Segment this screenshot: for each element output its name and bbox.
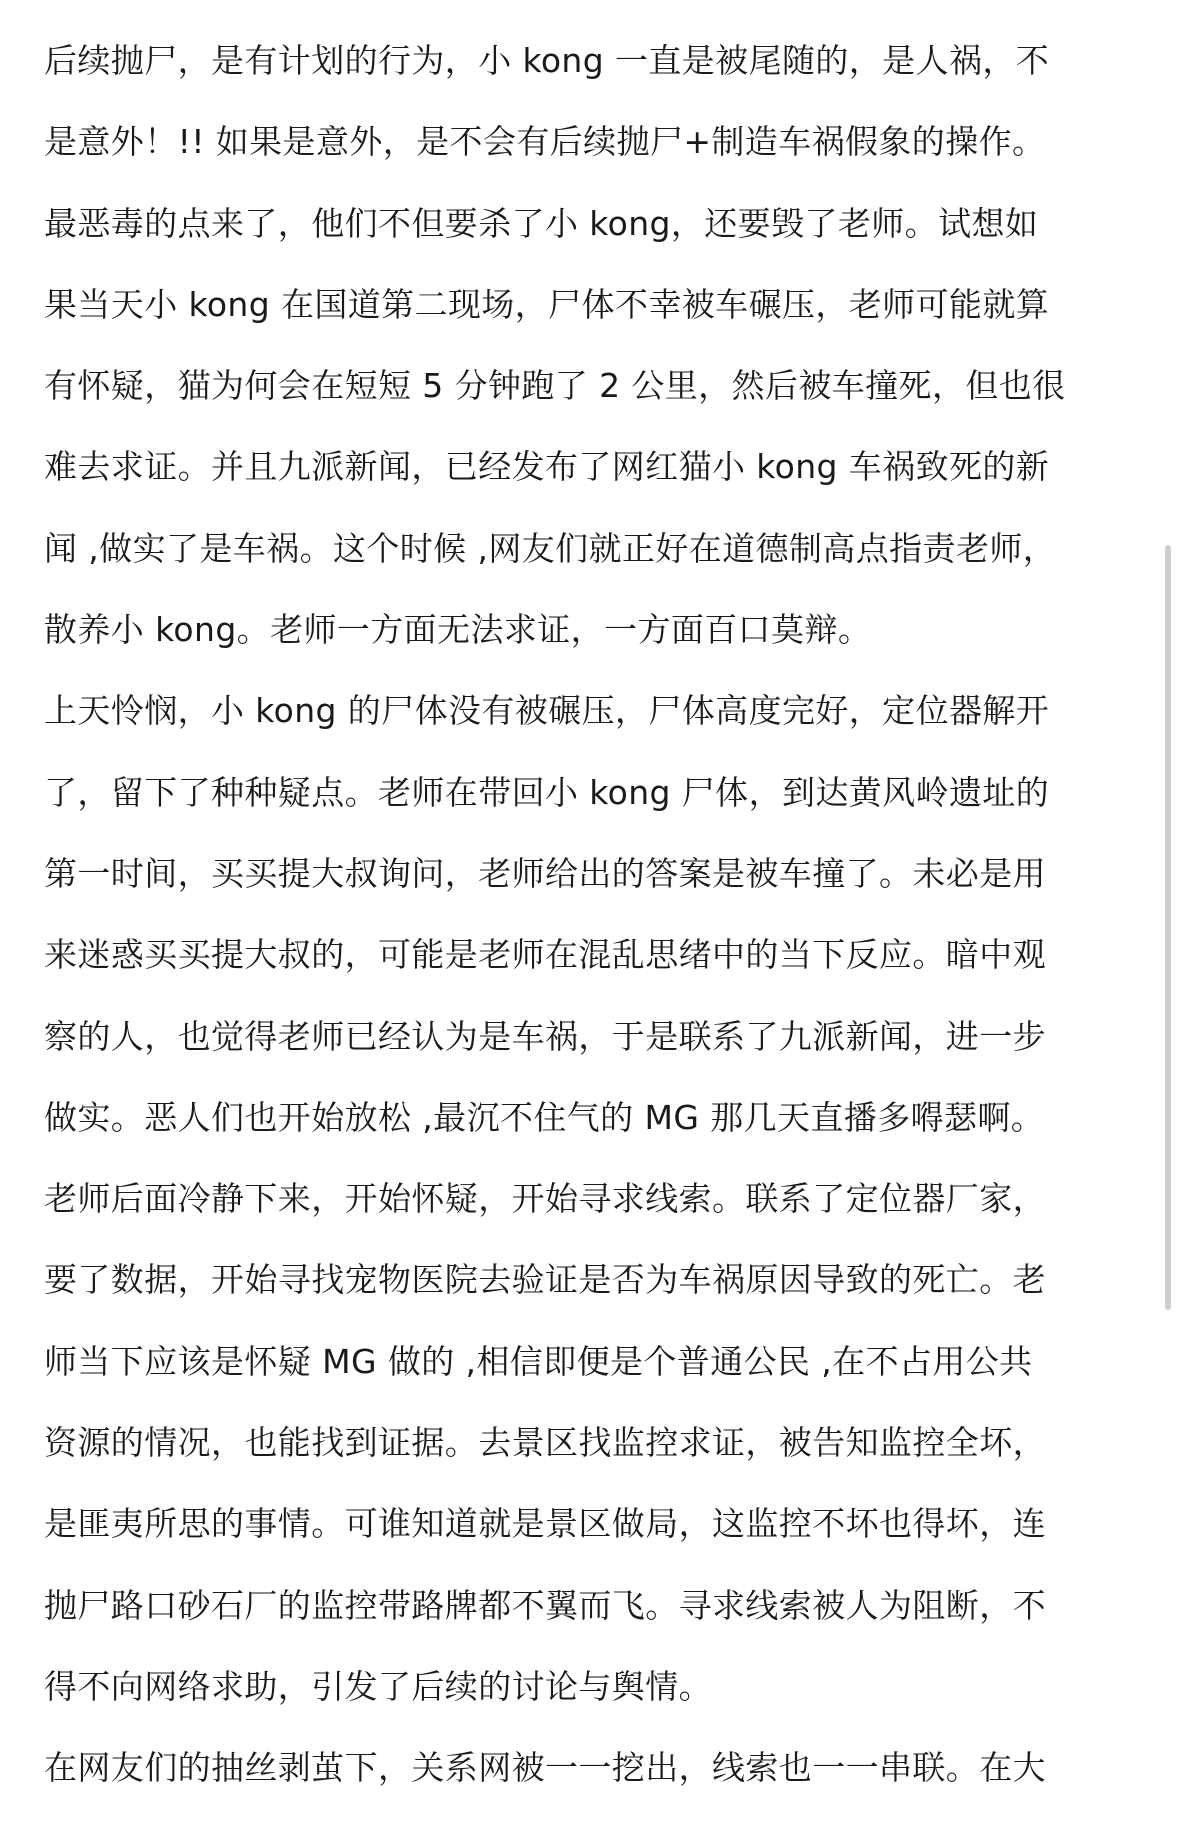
- text-line: 要了数据，开始寻找宠物医院去验证是否为车祸原因导致的死亡。老: [44, 1260, 1046, 1300]
- paragraph-4: [44, 1158, 1139, 1727]
- text-line: 闻 ,做实了是车祸。这个时候 ,网友们就正好在道德制高点指责老师，: [44, 528, 1057, 568]
- text-line: 果当天小 kong 在国道第二现场，尸体不幸被车碾压，老师可能就算: [44, 284, 1050, 324]
- text-line: 难去求证。并且九派新闻，已经发布了网红猫小 kong 车祸致死的新: [44, 447, 1050, 487]
- text-line: 后续抛尸，是有计划的行为，小 kong 一直是被尾随的，是人祸，不: [44, 41, 1050, 80]
- text-line: 来迷惑买买提大叔的，可能是老师在混乱思绪中的当下反应。暗中观: [44, 935, 1046, 975]
- paragraph-2: [44, 183, 1139, 671]
- paragraph-3: [44, 670, 1139, 1158]
- text-line: 察的人，也觉得老师已经认为是车祸，于是联系了九派新闻，进一步: [44, 1016, 1046, 1056]
- text-line: 了，留下了种种疑点。老师在带回小 kong 尸体，到达黄风岭遗址的: [44, 772, 1050, 812]
- text-line: 上天怜悯，小 kong 的尸体没有被碾压，尸体高度完好，定位器解开: [44, 691, 1050, 731]
- text-line: 是意外！!! 如果是意外，是不会有后续抛尸+制造车祸假象的操作。: [44, 122, 1046, 162]
- text-line: 得不向网络求助，引发了后续的讨论与舆情。: [44, 1666, 712, 1706]
- text-line: 散养小 kong。老师一方面无法求证，一方面百口莫辩。: [44, 610, 872, 650]
- text-line: 是匪夷所思的事情。可谁知道就是景区做局，这监控不坏也得坏，连: [44, 1504, 1046, 1544]
- text-line: 第一时间，买买提大叔询问，老师给出的答案是被车撞了。未必是用: [44, 853, 1046, 893]
- text-line: 在网友们的抽丝剥茧下，关系网被一一挖出，线索也一一串联。在大: [44, 1748, 1046, 1788]
- text-line: 老师后面冷静下来，开始怀疑，开始寻求线索。联系了定位器厂家，: [44, 1179, 1046, 1219]
- text-line: 资源的情况，也能找到证据。去景区找监控求证，被告知监控全坏，: [44, 1423, 1046, 1463]
- text-line: 抛尸路口砂石厂的监控带路牌都不翼而飞。寻求线索被人为阻断，不: [44, 1585, 1046, 1625]
- scrollbar[interactable]: [1165, 545, 1171, 1310]
- text-line: 最恶毒的点来了，他们不但要杀了小 kong，还要毁了老师。试想如: [44, 203, 1039, 243]
- paragraph-5: [44, 1727, 1139, 1808]
- article-body: [44, 20, 1139, 1809]
- text-line: 有怀疑，猫为何会在短短 5 分钟跑了 2 公里，然后被车撞死，但也很: [44, 366, 1066, 406]
- text-line: 做实。恶人们也开始放松 ,最沉不住气的 MG 那几天直播多嘚瑟啊。: [44, 1097, 1045, 1137]
- paragraph-1: [44, 20, 1139, 183]
- text-line: 师当下应该是怀疑 MG 做的 ,相信即便是个普通公民 ,在不占用公共: [44, 1341, 1033, 1381]
